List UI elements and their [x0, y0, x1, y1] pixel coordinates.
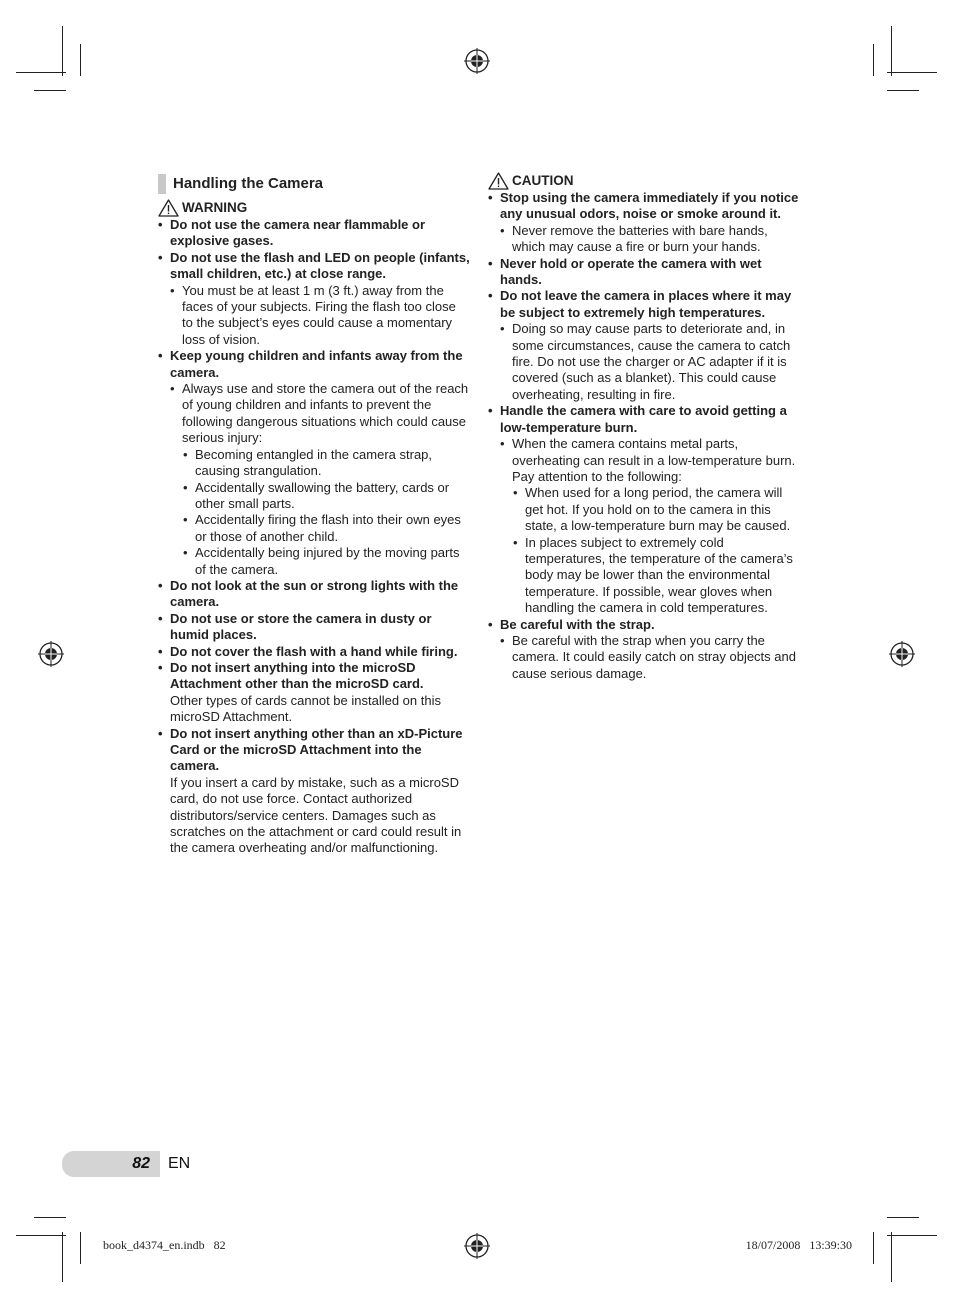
sub-bullet-item: • Never remove the batteries with bare hands, which may cause a fire or burn your hands.	[488, 223, 800, 256]
warning-label: WARNING	[182, 200, 248, 215]
warning-triangle-icon	[158, 199, 179, 217]
bullet-item: • Keep young children and infants away from the camera.	[158, 348, 470, 381]
registration-mark-icon	[38, 641, 64, 667]
section-title: Handling the Camera	[158, 173, 470, 195]
bullet-item: • Do not insert anything other than an xD-Picture Card or the microSD Attachment into the camera.	[158, 726, 470, 775]
sub-bullet-item: • Always use and store the camera out of the reach of young children and infants to prevent the following dangerous situations which could cause serious injury:	[158, 381, 470, 447]
timestamp-slug: 18/07/2008 13:39:30	[745, 1238, 852, 1252]
bullet-item: • Never hold or operate the camera with wet hands.	[488, 256, 800, 289]
sub-sub-bullet-item: • Accidentally swallowing the battery, cards or other small parts.	[158, 480, 470, 513]
bullet-item: • Do not use the camera near flammable or explosive gases.	[158, 217, 470, 250]
bullet-item: • Be careful with the strap.	[488, 617, 800, 633]
warning-list	[158, 217, 470, 857]
sub-bullet-item: • You must be at least 1 m (3 ft.) away from the faces of your subjects. Firing the flash too close to the subject’s eyes could cause a momentary loss of vision.	[158, 283, 470, 349]
bullet-item: • Do not look at the sun or strong lights with the camera.	[158, 578, 470, 611]
sub-sub-bullet-item: • In places subject to extremely cold temperatures, the temperature of the camera’s body may be lower than the environmental temperature. If possible, wear gloves when handling the camera in cold temperatures.	[488, 535, 800, 617]
caution-list	[488, 190, 800, 682]
file-slug: book_d4374_en.indb 82	[103, 1238, 226, 1252]
bullet-item: • Stop using the camera immediately if you notice any unusual odors, noise or smoke around it.	[488, 190, 800, 223]
sub-sub-bullet-item: • When used for a long period, the camera will get hot. If you hold on to the camera in this state, a low-temperature burn may be caused.	[488, 485, 800, 534]
item-note: Other types of cards cannot be installed on this microSD Attachment.	[170, 692, 441, 725]
registration-mark-icon	[464, 1233, 490, 1259]
caution-heading	[488, 172, 800, 190]
caution-label: CAUTION	[512, 173, 574, 188]
bullet-item: • Do not use or store the camera in dusty or humid places.	[158, 611, 470, 644]
item-note: If you insert a card by mistake, such as a microSD card, do not use force. Contact authorized distributors/service centers. Damages such as scratches on the attachment or card could result in the camera overheating and/or malfunctioning.	[170, 774, 462, 856]
sub-sub-bullet-item: • Accidentally firing the flash into their own eyes or those of another child.	[158, 512, 470, 545]
section-title-bar	[158, 174, 166, 194]
bullet-item: • Do not use the flash and LED on people (infants, small children, etc.) at close range.	[158, 250, 470, 283]
bullet-item: • Do not leave the camera in places where it may be subject to extremely high temperatures.	[488, 288, 800, 321]
bullet-item: • Handle the camera with care to avoid getting a low-temperature burn.	[488, 403, 800, 436]
sub-sub-bullet-item: • Accidentally being injured by the moving parts of the camera.	[158, 545, 470, 578]
warning-heading	[158, 199, 470, 217]
bullet-item: • Do not insert anything into the microSD Attachment other than the microSD card.	[158, 660, 470, 693]
warning-triangle-icon	[488, 172, 509, 190]
left-column	[158, 173, 470, 857]
sub-bullet-item: • Doing so may cause parts to deteriorate and, in some circumstances, cause the camera to catch fire. Do not use the charger or AC adapter if it is covered (such as a blanket). This could cause overheating, resulting in fire.	[488, 321, 800, 403]
sub-bullet-item: • When the camera contains metal parts, overheating can result in a low-temperature burn. Pay attention to the following:	[488, 436, 800, 485]
registration-mark-icon	[464, 48, 490, 74]
registration-mark-icon	[889, 641, 915, 667]
sub-bullet-item: • Be careful with the strap when you carry the camera. It could easily catch on stray objects and cause serious damage.	[488, 633, 800, 682]
right-column	[488, 172, 800, 682]
bullet-item: • Do not cover the flash with a hand while firing.	[158, 644, 470, 660]
page-number: 82	[132, 1155, 150, 1172]
sub-sub-bullet-item: • Becoming entangled in the camera strap, causing strangulation.	[158, 447, 470, 480]
language-code: EN	[168, 1155, 191, 1172]
